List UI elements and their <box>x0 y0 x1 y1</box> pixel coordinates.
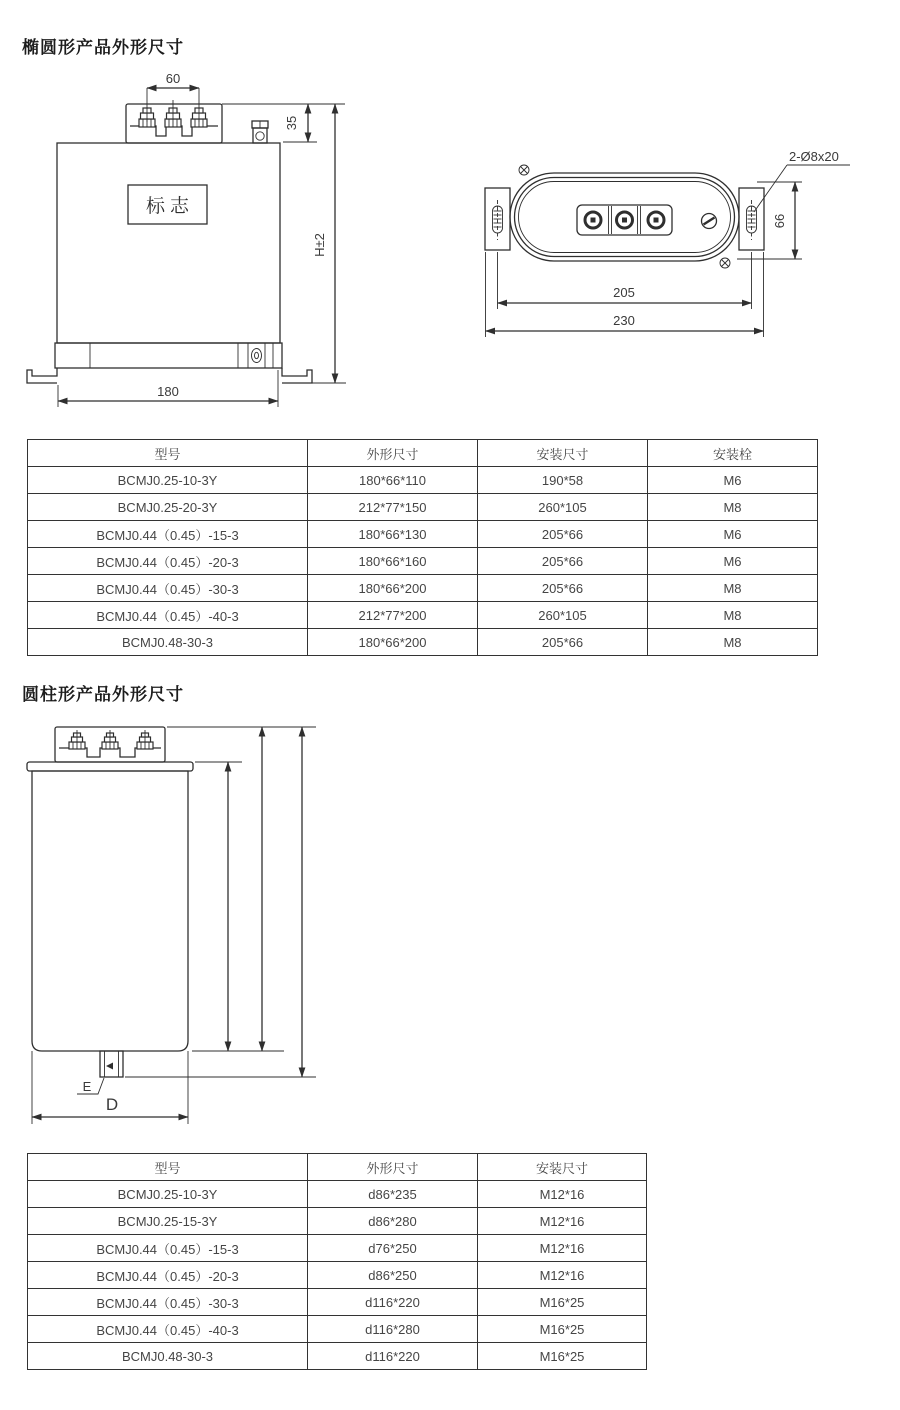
col-header-mount-bolt: 安装栓 <box>648 440 818 467</box>
terminal-bolts <box>139 100 207 127</box>
cell-model: BCMJ0.44（0.45）-20-3 <box>28 548 308 575</box>
rim-clips <box>519 165 730 268</box>
cell-mount-size: M16*25 <box>478 1343 647 1370</box>
dim-stud <box>77 1078 104 1094</box>
table-row <box>28 1235 647 1262</box>
dim-label-hole-callout: 2-Ø8x20 <box>789 149 839 164</box>
cyl-bottom-stud <box>100 1051 123 1077</box>
table-row <box>28 1262 647 1289</box>
cell-outer-size: d116*280 <box>308 1316 478 1343</box>
elliptical-front-view-drawing <box>27 71 346 407</box>
col-header-outer-size: 外形尺寸 <box>308 1154 478 1181</box>
cell-mount-size: 205*66 <box>478 575 648 602</box>
dim-block-height <box>222 104 345 142</box>
cell-outer-size: d116*220 <box>308 1343 478 1370</box>
terminal-comb-line <box>130 126 218 136</box>
cell-mount-size: 190*58 <box>478 467 648 494</box>
section-title-cylindrical: 圆柱形产品外形尺寸 <box>22 685 184 704</box>
cell-mount-bolt: M8 <box>648 602 818 629</box>
mounting-base <box>27 343 312 383</box>
cell-model: BCMJ0.48-30-3 <box>28 629 308 656</box>
cell-model: BCMJ0.44（0.45）-20-3 <box>28 1262 308 1289</box>
cell-mount-size: 205*66 <box>478 548 648 575</box>
top-terminal-block <box>577 205 672 235</box>
cell-model: BCMJ0.44（0.45）-15-3 <box>28 1235 308 1262</box>
cell-mount-size: M16*25 <box>478 1289 647 1316</box>
table-row <box>28 548 818 575</box>
dim-base-width <box>58 370 278 407</box>
cell-model: BCMJ0.25-10-3Y <box>28 1181 308 1208</box>
col-header-mount-size: 安装尺寸 <box>478 440 648 467</box>
table-row <box>28 575 818 602</box>
dim-label-d: D <box>105 1095 119 1114</box>
capacitor-body-outline <box>57 143 280 343</box>
cell-mount-bolt: M6 <box>648 467 818 494</box>
table-row <box>28 1289 647 1316</box>
cell-outer-size: 180*66*160 <box>308 548 478 575</box>
table-row <box>28 1343 647 1370</box>
table-row <box>28 467 818 494</box>
cyl-body-outline <box>32 771 188 1051</box>
cell-mount-size: M12*16 <box>478 1181 647 1208</box>
oval-case-outline <box>510 173 739 261</box>
cell-model: BCMJ0.44（0.45）-30-3 <box>28 575 308 602</box>
cell-mount-size: 260*105 <box>478 494 648 521</box>
cell-mount-size: 205*66 <box>478 629 648 656</box>
cell-mount-bolt: M8 <box>648 575 818 602</box>
cell-outer-size: d86*250 <box>308 1262 478 1289</box>
table-row <box>28 602 818 629</box>
dim-label-35: 35 <box>284 115 299 131</box>
cylindrical-dimensions-table <box>27 1153 647 1370</box>
dim-label-205: 205 <box>613 285 635 300</box>
cell-model: BCMJ0.44（0.45）-15-3 <box>28 521 308 548</box>
cell-model: BCMJ0.25-20-3Y <box>28 494 308 521</box>
cell-outer-size: 212*77*150 <box>308 494 478 521</box>
dim-terminal-spacing <box>147 71 199 122</box>
cyl-top-lip <box>27 762 193 771</box>
ground-terminal <box>252 121 268 143</box>
cell-model: BCMJ0.44（0.45）-40-3 <box>28 1316 308 1343</box>
cyl-terminal-bolts <box>69 730 153 749</box>
cell-mount-size: M12*16 <box>478 1235 647 1262</box>
table-row <box>28 1316 647 1343</box>
col-header-model: 型号 <box>28 1154 308 1181</box>
cell-outer-size: d116*220 <box>308 1289 478 1316</box>
cell-mount-size: M16*25 <box>478 1316 647 1343</box>
dim-hole-callout <box>754 149 850 212</box>
mark-label-box <box>128 185 207 224</box>
table-row <box>28 494 818 521</box>
cell-outer-size: 180*66*200 <box>308 629 478 656</box>
section-title-elliptical: 椭圆形产品外形尺寸 <box>22 38 184 57</box>
dim-label-230: 230 <box>613 313 635 328</box>
dim-label-e: E <box>82 1079 92 1094</box>
cyl-terminal-comb <box>59 748 161 757</box>
cell-outer-size: 180*66*130 <box>308 521 478 548</box>
dim-label-180: 180 <box>157 384 179 399</box>
cell-mount-bolt: M8 <box>648 629 818 656</box>
cell-model: BCMJ0.48-30-3 <box>28 1343 308 1370</box>
col-header-outer-size: 外形尺寸 <box>308 440 478 467</box>
dim-hole-spacing <box>498 252 752 309</box>
cell-mount-size: M12*16 <box>478 1208 647 1235</box>
mounting-brackets <box>485 188 764 250</box>
cell-mount-size: M12*16 <box>478 1262 647 1289</box>
mark-label-text: 标志 <box>145 196 195 217</box>
col-header-mount-size: 安装尺寸 <box>478 1154 647 1181</box>
table-row <box>28 1181 647 1208</box>
cell-outer-size: d86*280 <box>308 1208 478 1235</box>
elliptical-dimensions-table <box>27 439 818 656</box>
cell-mount-bolt: M8 <box>648 494 818 521</box>
dim-label-h: H±2 <box>312 233 327 257</box>
terminal-block-outline <box>126 104 222 143</box>
cylindrical-front-view-drawing <box>27 727 316 1124</box>
dim-label-60: 60 <box>165 71 181 86</box>
table-header-row <box>28 440 818 467</box>
cell-mount-size: 205*66 <box>478 521 648 548</box>
cell-model: BCMJ0.44（0.45）-40-3 <box>28 602 308 629</box>
cell-model: BCMJ0.25-15-3Y <box>28 1208 308 1235</box>
table-header-row <box>28 1154 647 1181</box>
cell-model: BCMJ0.44（0.45）-30-3 <box>28 1289 308 1316</box>
dim-case-width <box>737 182 802 259</box>
case-screw <box>702 214 717 229</box>
cell-outer-size: d86*235 <box>308 1181 478 1208</box>
dim-label-66: 66 <box>772 213 787 229</box>
cell-mount-bolt: M6 <box>648 521 818 548</box>
table-row <box>28 629 818 656</box>
cell-outer-size: d76*250 <box>308 1235 478 1262</box>
dim-height-references <box>125 727 316 1077</box>
col-header-model: 型号 <box>28 440 308 467</box>
cell-outer-size: 180*66*110 <box>308 467 478 494</box>
cell-mount-bolt: M6 <box>648 548 818 575</box>
elliptical-top-view-drawing <box>485 149 850 337</box>
cell-outer-size: 212*77*200 <box>308 602 478 629</box>
cyl-terminal-block <box>55 727 165 762</box>
dim-diameter <box>32 1051 188 1124</box>
cell-model: BCMJ0.25-10-3Y <box>28 467 308 494</box>
cell-mount-size: 260*105 <box>478 602 648 629</box>
dim-overall-width <box>486 252 764 337</box>
dim-total-height <box>288 104 346 383</box>
cell-outer-size: 180*66*200 <box>308 575 478 602</box>
table-row <box>28 521 818 548</box>
table-row <box>28 1208 647 1235</box>
